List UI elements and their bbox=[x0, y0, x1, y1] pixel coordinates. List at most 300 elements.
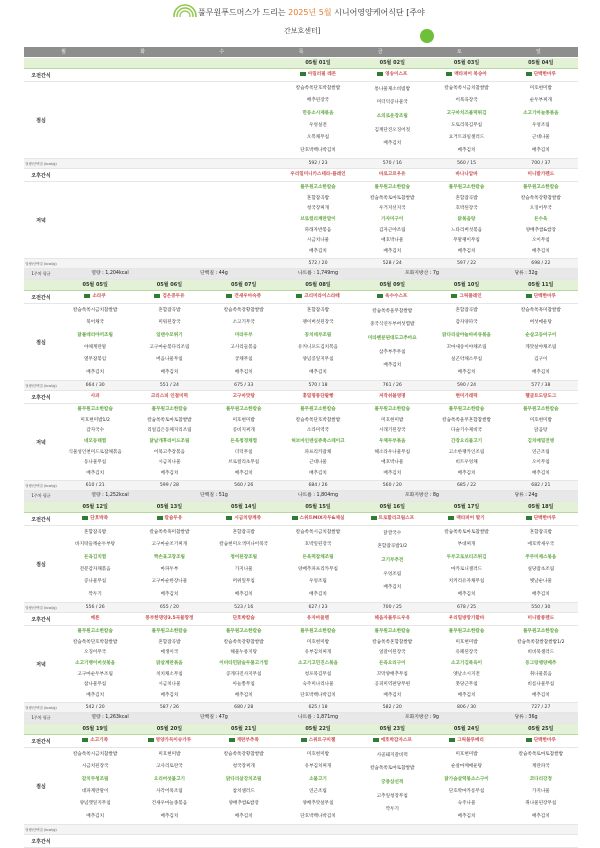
menu-item: 옛날순나물 bbox=[529, 579, 552, 585]
am-snack-cell: 애호박감자스프 bbox=[355, 735, 429, 747]
day-header: 금 bbox=[377, 49, 383, 55]
dinner-nutrition-row bbox=[24, 259, 578, 269]
average-protein: 단백질 : 47g bbox=[200, 715, 228, 720]
date-row bbox=[24, 280, 578, 291]
pm-snack-cell bbox=[132, 169, 206, 181]
menu-item: 시금치나물 bbox=[158, 460, 181, 466]
average-sodium: 나트륨 : 1,804mg bbox=[297, 493, 339, 498]
menu-item: 배추김치 bbox=[457, 470, 476, 476]
menu-item: 칼슘쏙쏙단호박찹쌀밥 bbox=[295, 86, 341, 92]
row-label bbox=[24, 502, 58, 512]
menu-item: 유부김치찌개 bbox=[304, 650, 332, 656]
nutrition-cell: 592 / 23 bbox=[308, 161, 328, 166]
row-label: 오후간식 bbox=[31, 838, 51, 845]
dinner-row bbox=[24, 182, 578, 259]
date-cell: 05월 16일 bbox=[379, 504, 405, 510]
menu-item: 게맛살야채조림 bbox=[525, 345, 557, 351]
date-cell: 05월 05일 bbox=[82, 282, 108, 288]
menu-item: 우엉조림 bbox=[309, 579, 327, 585]
nutrition-cell: 587 / 26 bbox=[159, 705, 179, 710]
row-label: 저녁 bbox=[36, 661, 46, 668]
menu-item: 혼합잡곡밥1/2 bbox=[377, 544, 408, 550]
menu-item: 북어채국 bbox=[86, 320, 105, 326]
dinner-cell bbox=[132, 182, 206, 258]
nutrition-cell bbox=[132, 259, 206, 268]
dinner-cell bbox=[504, 182, 578, 258]
menu-item: 호박잎된장국 bbox=[304, 542, 332, 548]
menu-item: 풀무원고소한칼슘 bbox=[374, 629, 411, 635]
am-snack-cell: 칼슘두유 bbox=[132, 513, 206, 525]
menu-item: 풀무원고소한칼슘 bbox=[374, 407, 411, 413]
row-label: 오후간식 bbox=[31, 172, 51, 179]
lunch-cell bbox=[132, 82, 206, 158]
menu-item: 참치샐러드 bbox=[232, 789, 255, 795]
week-block bbox=[24, 58, 578, 280]
row-label: 오전간식 bbox=[31, 516, 51, 523]
menu-item: 순두부찌개 bbox=[529, 98, 552, 104]
menu-table bbox=[24, 58, 578, 848]
row-label: 열량/단백질 (kcal/g) bbox=[25, 828, 57, 832]
weekly-average-row bbox=[24, 713, 578, 724]
dinner-cell bbox=[429, 404, 503, 480]
menu-item: 칼슘쏙쏙강황찹쌀밥 bbox=[223, 639, 264, 645]
week-block bbox=[24, 280, 578, 502]
menu-item: 풀무원고소한칼슘 bbox=[151, 629, 188, 635]
dinner-row bbox=[24, 404, 578, 481]
menu-item: 만동소시제볶음 bbox=[302, 110, 334, 116]
lunch-cell bbox=[429, 748, 503, 824]
menu-item: 고구마순두부조림 bbox=[77, 671, 113, 677]
nutrition-cell bbox=[58, 159, 132, 168]
date-cell: 05월 23일 bbox=[379, 726, 405, 732]
menu-item: 짝손표고장조림 bbox=[153, 554, 185, 560]
title-line2: 간보호센터] bbox=[284, 27, 321, 35]
nutrition-cell: 761 / 26 bbox=[382, 383, 402, 388]
menu-item: 배추김치 bbox=[531, 470, 550, 476]
dinner-cell bbox=[207, 626, 281, 702]
menu-item: 꼬막양배추무침 bbox=[376, 671, 408, 677]
date-cell: 05월 24일 bbox=[453, 726, 480, 732]
menu-item: 코다리강정 bbox=[529, 776, 552, 782]
menu-item: 배추김치 bbox=[457, 591, 476, 597]
menu-item: 배추김치 bbox=[86, 692, 105, 698]
average-protein: 단백질 : 44g bbox=[200, 271, 228, 276]
pulmuone-logo-icon bbox=[173, 4, 197, 28]
lunch-cell bbox=[281, 526, 355, 602]
menu-item: 유폐된장국 bbox=[455, 650, 478, 656]
nutrition-cell: 550 / 30 bbox=[531, 605, 551, 610]
am-snack-cell: 영양가득이슈가루 bbox=[132, 735, 206, 747]
menu-item: 소라미역국 bbox=[306, 428, 330, 434]
date-cell: 05월 07일 bbox=[231, 282, 257, 288]
menu-item: 양배추맛살무침 bbox=[302, 801, 334, 807]
menu-item: 배추김치 bbox=[309, 369, 327, 375]
nutrition-cell: 625 / 18 bbox=[308, 705, 328, 710]
lunch-row bbox=[24, 82, 578, 159]
dinner-cell bbox=[355, 182, 429, 258]
lunch-cell bbox=[207, 304, 281, 380]
pm-snack-cell: 미니발가렌드 bbox=[527, 172, 555, 177]
am-snack-cell: 단호박죽 bbox=[58, 513, 132, 525]
menu-item: 칼슘쏙쏙강황찹쌀밥 bbox=[223, 752, 264, 758]
menu-item: 칼슘쏙쏙혼합찹쌀밥 bbox=[372, 639, 413, 645]
am-snack-cell: 단백한마루 bbox=[504, 291, 578, 303]
menu-item: 배추김치 bbox=[309, 470, 327, 476]
menu-item: 혼합잡곡밥 bbox=[529, 530, 552, 536]
menu-item: 혼합잡곡밥 bbox=[306, 308, 330, 314]
menu-item: 혼합잡곡밥 bbox=[455, 195, 478, 201]
am-snack-row bbox=[24, 513, 578, 526]
menu-item: 닭볶음탕 bbox=[457, 216, 476, 222]
pm-snack-cell: 고구마맛탕 bbox=[232, 394, 255, 399]
nutrition-cell: 556 / 26 bbox=[85, 605, 105, 610]
menu-item: 배추김치 bbox=[234, 813, 253, 819]
lunch-cell bbox=[429, 304, 503, 380]
menu-item: 칼슘쏙쏙시금치찹쌀밥 bbox=[295, 530, 341, 536]
dinner-cell bbox=[355, 404, 429, 480]
nutrition-cell bbox=[207, 259, 281, 268]
page-title bbox=[198, 7, 425, 18]
row-label bbox=[24, 280, 58, 290]
menu-item: 우엉실전 bbox=[309, 123, 327, 129]
menu-item: 고구마순조기찌개 bbox=[151, 542, 188, 548]
pm-snack-cell bbox=[355, 835, 429, 847]
menu-item: 혼합잡곡밥 bbox=[158, 308, 181, 314]
am-snack-cell: 게란부추죽 bbox=[207, 735, 281, 747]
lunch-cell bbox=[504, 748, 578, 824]
lunch-cell bbox=[504, 526, 578, 602]
menu-item: 버섯매운탕 bbox=[529, 320, 552, 326]
lunch-cell bbox=[429, 82, 503, 158]
menu-item: 배추김치 bbox=[457, 813, 476, 819]
menu-item: 유부김치찌개 bbox=[304, 764, 332, 770]
pm-snack-row bbox=[24, 613, 578, 626]
am-snack-cell: 단백한마루 bbox=[504, 69, 578, 81]
am-snack-row bbox=[24, 735, 578, 748]
menu-item: 혼합잡곡밥 bbox=[158, 639, 181, 645]
menu-item: 대파계란말이 bbox=[81, 789, 109, 795]
menu-item: 전분감자채볶음 bbox=[79, 567, 111, 573]
menu-item: 버음나물무침 bbox=[156, 357, 183, 363]
menu-item: 브로컬리계란말이 bbox=[300, 216, 336, 222]
menu-item: 오이무침 bbox=[531, 460, 550, 466]
date-cell: 05월 22일 bbox=[305, 726, 331, 732]
menu-item: 배추김치 bbox=[383, 141, 402, 147]
menu-item: 단호박마카롱무침 bbox=[448, 789, 485, 795]
menu-item: 꼬마새송이야채조림 bbox=[446, 345, 487, 351]
menu-item: 연근조림 bbox=[531, 449, 550, 455]
menu-item: 칼슘쏙쏙토마토찹쌀밥 bbox=[518, 752, 564, 758]
lunch-cell bbox=[207, 82, 281, 158]
menu-item: 숙주미나리나물 bbox=[302, 682, 334, 688]
menu-item: 브로컬리초무침 bbox=[228, 460, 260, 466]
menu-item: 무말랭이무침 bbox=[453, 238, 480, 244]
nutrition-cell: 597 / 22 bbox=[457, 261, 477, 266]
menu-item: 실곤약채소무침 bbox=[451, 357, 483, 363]
am-snack-cell bbox=[132, 69, 206, 81]
nutrition-cell bbox=[132, 825, 206, 834]
menu-item: 파프리카잡채 bbox=[304, 449, 332, 455]
week-block bbox=[24, 724, 578, 848]
pm-snack-cell: 저작쉬블영명 bbox=[378, 394, 406, 399]
menu-item: 고사리토란국 bbox=[156, 764, 183, 770]
menu-item: 돈육오리구이 bbox=[378, 660, 406, 666]
menu-item: 근대나물 bbox=[309, 460, 327, 466]
pm-snack-cell: 단호박칼슘 bbox=[232, 616, 255, 621]
menu-item: 소고기마늘종볶음 bbox=[523, 110, 559, 116]
menu-item: 칼슘쏙쏙단호박찹쌀밥 bbox=[72, 639, 118, 645]
am-snack-cell: 맥타퍼어 복숭아 bbox=[429, 69, 503, 81]
lunch-cell bbox=[504, 304, 578, 380]
menu-item: 돈육청경채찜 bbox=[230, 438, 258, 444]
menu-item: 고소한팽카인조림 bbox=[448, 449, 485, 455]
date-cell: 05월 17일 bbox=[453, 504, 480, 510]
menu-item: 갈치무청조림 bbox=[81, 776, 109, 782]
menu-item: 닭가슴살떡볶소스구이 bbox=[444, 776, 489, 782]
menu-item: 미더덕콩나물국 bbox=[376, 100, 408, 106]
menu-item: 양념깻잎지무침 bbox=[79, 801, 111, 807]
menu-item: 칼슘쏙쏙찹쌀찹쌀밥1/2 bbox=[517, 639, 565, 645]
am-snack-cell: 맥타퍼어 딸기 bbox=[429, 513, 503, 525]
weekly-average-row bbox=[24, 269, 578, 280]
menu-item: 양배추쌈&쌈장 bbox=[525, 227, 556, 233]
menu-item: 콩나물무침 bbox=[84, 579, 107, 585]
dinner-cell bbox=[281, 626, 355, 702]
menu-item: 혼합잡곡밥 bbox=[306, 195, 330, 201]
row-label: 오후간식 bbox=[31, 394, 51, 401]
date-cell: 05월 06일 bbox=[156, 282, 183, 288]
menu-item: 청국장찌개 bbox=[306, 206, 330, 212]
menu-item: 풀무원고소한칼슘 bbox=[300, 629, 336, 635]
menu-item: 미호현미밥 bbox=[455, 752, 478, 758]
menu-item: 청어된장조림 bbox=[230, 554, 258, 560]
menu-item: 궁중삼선적 bbox=[381, 780, 404, 786]
menu-item: 단호박백나박김치 bbox=[300, 147, 336, 153]
menu-item: 칼슘쏙쏙토마토찹쌀밥 bbox=[444, 530, 489, 536]
menu-item: 참나물무침 bbox=[84, 682, 107, 688]
menu-item: 부대찌개 bbox=[457, 542, 476, 548]
row-label: 열량/단백질 (kcal/g) bbox=[25, 384, 57, 388]
day-header: 토 bbox=[456, 49, 462, 55]
nutrition-cell bbox=[504, 825, 578, 834]
menu-item: 칼슘쏙쏙시금치찹쌀밥 bbox=[444, 86, 489, 92]
menu-item: 오이무침 bbox=[531, 238, 550, 244]
menu-item: 돈수육 bbox=[534, 216, 548, 222]
menu-item: 칼슘쏙쏙토마토찹쌀밥 bbox=[370, 766, 415, 772]
menu-item: 고구마순볶다리조림 bbox=[149, 345, 190, 351]
menu-item: 칼슘쏙쏙강황찹쌀밥 bbox=[520, 195, 561, 201]
nutrition-cell bbox=[58, 825, 132, 834]
menu-item: 배추김치 bbox=[457, 248, 476, 254]
menu-item: 김치메밀전병 bbox=[527, 438, 555, 444]
menu-item: 건새우마늘종볶음 bbox=[151, 801, 188, 807]
pm-snack-cell: 크리스피 인절미떡 bbox=[150, 394, 188, 399]
menu-item: 미호현미밥 bbox=[529, 86, 552, 92]
menu-item: 소고기뱅이버섯볶음 bbox=[75, 660, 116, 666]
page-header bbox=[0, 0, 600, 46]
am-snack-cell: 소고기죽 bbox=[58, 735, 132, 747]
menu-item: 어묵육장국 bbox=[455, 98, 478, 104]
menu-item: 얼갈이된장국 bbox=[378, 650, 406, 656]
menu-item: 매생이국 bbox=[160, 650, 179, 656]
date-cell: 05월 04일 bbox=[528, 60, 554, 66]
menu-item: 소불고기 bbox=[309, 776, 327, 782]
nutrition-cell: 528 / 24 bbox=[382, 261, 402, 266]
menu-item: 소고기고민진스볶음 bbox=[298, 660, 338, 666]
row-label: 1주차 평균 bbox=[31, 271, 51, 276]
menu-item: 미호현미밥 bbox=[529, 417, 552, 423]
am-snack-cell: 견새우마숙쥬 bbox=[207, 291, 281, 303]
nutrition-cell: 551 / 24 bbox=[159, 383, 179, 388]
lunch-cell bbox=[132, 304, 206, 380]
nutrition-cell: 685 / 22 bbox=[457, 483, 477, 488]
menu-item: 비비묵샐러드 bbox=[527, 650, 555, 656]
dinner-cell bbox=[58, 404, 132, 480]
menu-item: 단호박백나박김치 bbox=[300, 813, 336, 819]
menu-item: 허브마인덴심쥬축스테이크 bbox=[291, 438, 345, 444]
row-label: 오전간식 bbox=[31, 72, 51, 79]
nutrition-cell: 680 / 28 bbox=[234, 705, 254, 710]
row-label: 열량/단백질 (kcal/g) bbox=[25, 484, 57, 488]
menu-item: 동나물무침 bbox=[84, 460, 107, 466]
pm-snack-cell: 유자마들렌 bbox=[306, 616, 330, 621]
menu-item: 오징어무국 bbox=[529, 206, 552, 212]
menu-item: 깍두기 bbox=[385, 807, 399, 813]
average-sugar: 당류 : 36g bbox=[514, 715, 538, 720]
pm-snack-cell: 우리밀미니카스테라-플레인 bbox=[290, 172, 346, 177]
pm-snack-cell bbox=[207, 169, 281, 181]
menu-item: 이비타민닭슬두툼고기찜 bbox=[219, 660, 269, 666]
lunch-cell bbox=[207, 748, 281, 824]
menu-item: 취나물된장무침 bbox=[525, 801, 557, 807]
dinner-nutrition-row bbox=[24, 703, 578, 713]
lunch-cell bbox=[207, 526, 281, 602]
menu-item: 느타리버섯볶음 bbox=[451, 227, 483, 233]
date-cell: 05월 02일 bbox=[379, 60, 405, 66]
menu-item: 풀무원고소한칼슘 bbox=[77, 629, 113, 635]
menu-item: 리얼김은동체지리조림 bbox=[147, 428, 192, 434]
menu-item: 닭날개후라이드조림 bbox=[149, 438, 190, 444]
menu-item: 배추김치 bbox=[234, 692, 253, 698]
average-sodium: 나트륨 : 1,871mg bbox=[297, 715, 339, 720]
menu-item: 도토리묵김무침 bbox=[451, 123, 483, 129]
menu-item: 배추김치 bbox=[160, 470, 179, 476]
am-snack-cell: 소라쿠 bbox=[58, 291, 132, 303]
nutrition-cell: 727 / 27 bbox=[531, 705, 551, 710]
menu-item: 고구마치즈볼떡튀김 bbox=[446, 110, 487, 116]
week-block bbox=[24, 502, 578, 724]
menu-item: 궁채무침 bbox=[234, 357, 253, 363]
date-cell: 05월 25일 bbox=[528, 726, 554, 732]
lunch-row bbox=[24, 748, 578, 825]
pm-snack-cell: 바나나압바 bbox=[455, 172, 478, 177]
lunch-cell bbox=[58, 82, 132, 158]
pm-snack-cell: 홍밀명통단팥빵 bbox=[302, 394, 334, 399]
menu-item: 칼슘쏙쏙강황찹쌀밥 bbox=[223, 308, 264, 314]
am-snack-cell: 스위트구미젤 bbox=[281, 735, 355, 747]
menu-item: 취나물볶음 bbox=[529, 671, 552, 677]
menu-item: 머위잎무침 bbox=[232, 579, 255, 585]
nutrition-cell: 700 / 37 bbox=[531, 161, 551, 166]
menu-item: 다슬기수제비국 bbox=[451, 428, 483, 434]
row-label bbox=[24, 58, 58, 68]
pm-snack-cell bbox=[132, 835, 206, 847]
pm-snack-cell: 사과 bbox=[90, 394, 100, 399]
menu-item: 시래기된장국 bbox=[378, 428, 406, 434]
am-snack-cell: 영송이스프 bbox=[355, 69, 429, 81]
average-sugar: 당류 : 32g bbox=[514, 271, 538, 276]
am-snack-cell: 스위트MIX자두&체실 bbox=[281, 513, 355, 525]
menu-item: 순살고등어구이 bbox=[525, 332, 557, 338]
lunch-nutrition-row bbox=[24, 603, 578, 613]
lunch-nutrition-row bbox=[24, 381, 578, 391]
menu-item: 고기부추전 bbox=[381, 558, 404, 564]
nutrition-cell: 806 / 30 bbox=[457, 705, 477, 710]
nutrition-cell: 700 / 25 bbox=[382, 605, 402, 610]
menu-item: 시금치나물 bbox=[306, 238, 330, 244]
menu-item: 미호현미밥 bbox=[381, 417, 404, 423]
menu-item: 사골돼지갈비떡 bbox=[376, 752, 408, 758]
row-label: 열량/단백질 (kcal/g) bbox=[25, 706, 57, 710]
menu-item: 마파두부 bbox=[160, 567, 179, 573]
nutrition-cell bbox=[58, 259, 132, 268]
am-snack-cell bbox=[207, 69, 281, 81]
menu-item: 오복채무침 bbox=[306, 135, 330, 141]
day-header-row bbox=[24, 47, 578, 57]
menu-item: 미호현미밥 bbox=[232, 417, 255, 423]
am-snack-row bbox=[24, 69, 578, 82]
pm-snack-cell bbox=[58, 169, 132, 181]
menu-item: 감자국수 bbox=[86, 428, 105, 434]
date-cell: 05월 09일 bbox=[379, 282, 405, 288]
menu-item: 팽이버섯된장국 bbox=[302, 320, 334, 326]
date-cell: 05월 19일 bbox=[82, 726, 108, 732]
menu-item: 칼슘쏙쏙토마토찹쌀밥 bbox=[147, 417, 192, 423]
menu-item: 칼슘쏙쏙시금치찹쌀밥 bbox=[72, 308, 118, 314]
pm-snack-cell: 헬글트도랑도그 bbox=[525, 394, 557, 399]
menu-item: 배추김치 bbox=[309, 248, 327, 254]
menu-item: 칼슘쏙쏙토마토찹쌀밥 bbox=[370, 195, 415, 201]
row-label: 열량/단백질 (kcal/g) bbox=[25, 606, 57, 610]
menu-item: 미라펜분된대도고추마요 bbox=[367, 336, 417, 342]
menu-item: 애호박나물 bbox=[381, 238, 404, 244]
row-label: 점심 bbox=[36, 117, 46, 124]
nutrition-cell: 664 / 30 bbox=[85, 383, 105, 388]
nutrition-cell: 582 / 20 bbox=[382, 705, 402, 710]
date-cell: 05월 11일 bbox=[528, 282, 554, 288]
menu-item: 칼슘쏙쏙시금치찹쌀밥 bbox=[72, 752, 118, 758]
average-fat: 포화지방산 : 8g bbox=[405, 493, 439, 498]
menu-item: 동그랑땡양배추 bbox=[525, 660, 557, 666]
am-snack-cell: 트로할리크림스프 bbox=[355, 513, 429, 525]
date-cell: 05월 12일 bbox=[82, 504, 108, 510]
menu-item: 미라두부 bbox=[234, 332, 253, 338]
menu-item: 가지나물 bbox=[234, 567, 253, 573]
lunch-cell bbox=[281, 304, 355, 380]
dinner-cell bbox=[281, 404, 355, 480]
pm-snack-cell bbox=[58, 835, 132, 847]
menu-item: 식물성인천미드로잡채볶음 bbox=[68, 449, 122, 455]
lunch-cell bbox=[355, 748, 429, 824]
menu-item: 돈육떡잡채조림 bbox=[302, 554, 334, 560]
average-kcal: 열량 : 1,263kcal bbox=[91, 715, 129, 720]
menu-item: 열무잡볶임 bbox=[84, 357, 107, 363]
menu-item: 김자근야조림 bbox=[378, 227, 406, 233]
am-snack-row bbox=[24, 291, 578, 304]
lunch-cell bbox=[58, 526, 132, 602]
pm-snack-cell: 메론 bbox=[90, 616, 100, 621]
menu-item: 더덕무침 bbox=[234, 449, 253, 455]
